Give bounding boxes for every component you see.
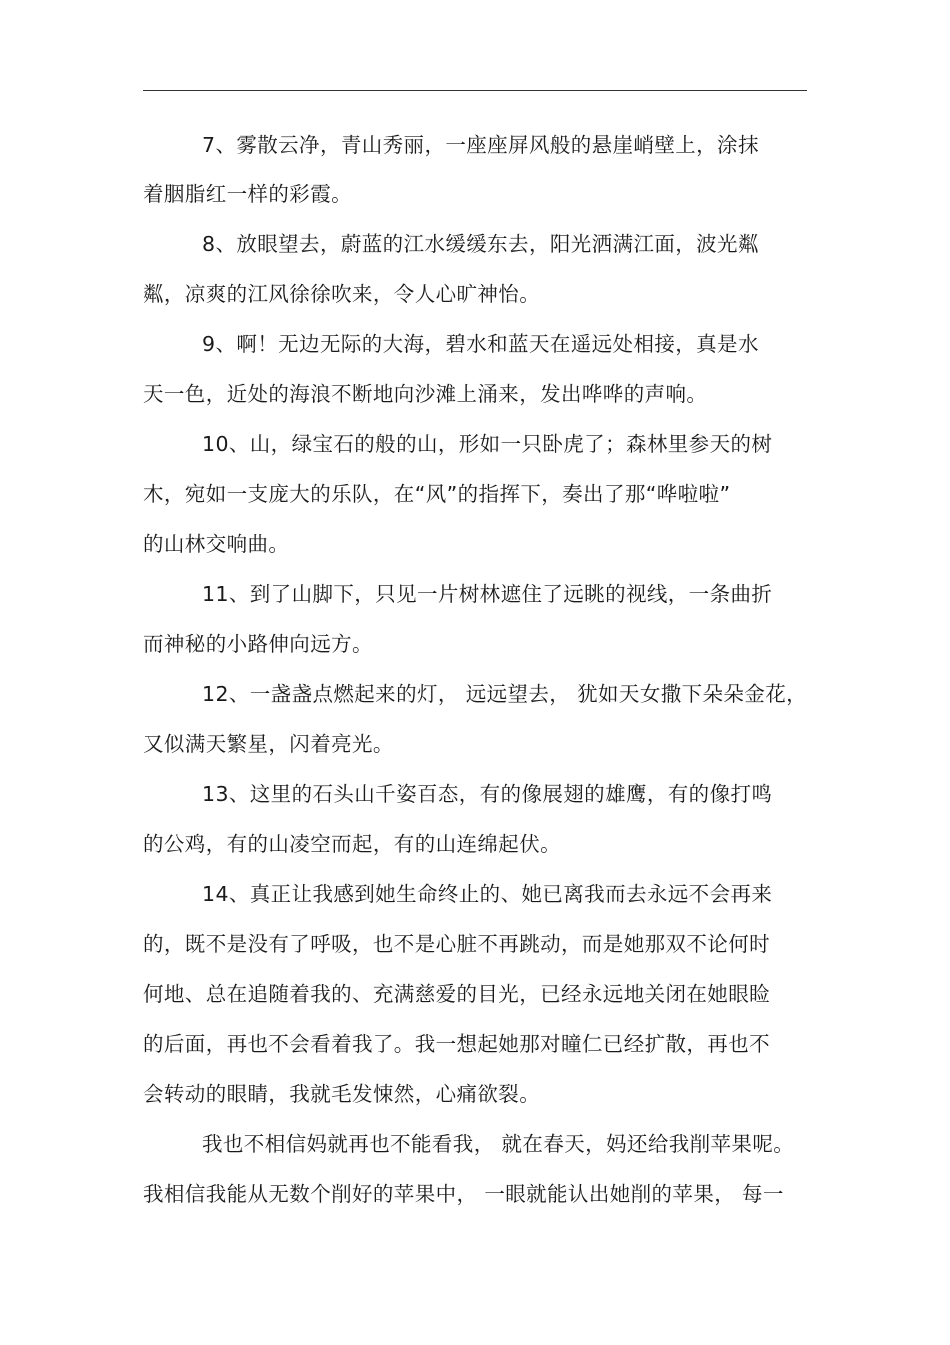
paragraph-14-line-5: 会转动的眼睛，我就毛发悚然，心痛欲裂。 xyxy=(143,1082,541,1106)
paragraph-15-line-2: 我相信我能从无数个削好的苹果中， 一眼就能认出她削的苹果， 每一 xyxy=(143,1182,784,1206)
paragraph-14-line-2: 的，既不是没有了呼吸，也不是心脏不再跳动，而是她那双不论何时 xyxy=(143,932,770,956)
paragraph-10-line-2: 木，宛如一支庞大的乐队，在“风”的指挥下，奏出了那“哗啦啦” xyxy=(143,482,731,506)
paragraph-14-line-4: 的后面，再也不会看着我了。我一想起她那对瞳仁已经扩散，再也不 xyxy=(143,1032,770,1056)
paragraph-15-line-1: 我也不相信妈就再也不能看我， 就在春天，妈还给我削苹果呢。 xyxy=(202,1132,795,1156)
paragraph-12-line-2: 又似满天繁星，闪着亮光。 xyxy=(143,732,394,756)
paragraph-13-line-1: 13、这里的石头山千姿百态，有的像展翅的雄鹰，有的像打鸣 xyxy=(202,782,773,806)
paragraph-8-line-2: 粼，凉爽的江风徐徐吹来，令人心旷神怡。 xyxy=(143,282,541,306)
paragraph-12-line-1: 12、一盏盏点燃起来的灯， 远远望去， 犹如天女撒下朵朵金花， xyxy=(202,682,808,706)
paragraph-7-line-1: 7、雾散云净，青山秀丽，一座座屏风般的悬崖峭壁上，涂抹 xyxy=(202,133,759,157)
paragraph-10-line-1: 10、山，绿宝石的般的山，形如一只卧虎了；森林里参天的树 xyxy=(202,432,773,456)
paragraph-13-line-2: 的公鸡，有的山凌空而起，有的山连绵起伏。 xyxy=(143,832,561,856)
header-rule xyxy=(143,90,807,91)
paragraph-9-line-1: 9、啊！无边无际的大海，碧水和蓝天在遥远处相接，真是水 xyxy=(202,332,759,356)
paragraph-14-line-1: 14、真正让我感到她生命终止的、她已离我而去永远不会再来 xyxy=(202,882,773,906)
paragraph-9-line-2: 天一色，近处的海浪不断地向沙滩上涌来，发出哗哗的声响。 xyxy=(143,382,708,406)
paragraph-11-line-2: 而神秘的小路伸向远方。 xyxy=(143,632,373,656)
paragraph-14-line-3: 何地、总在追随着我的、充满慈爱的目光，已经永远地关闭在她眼睑 xyxy=(143,982,770,1006)
paragraph-7-line-2: 着胭脂红一样的彩霞。 xyxy=(143,182,352,206)
paragraph-10-line-3: 的山林交响曲。 xyxy=(143,532,290,556)
paragraph-8-line-1: 8、放眼望去，蔚蓝的江水缓缓东去，阳光洒满江面，波光粼 xyxy=(202,232,759,256)
paragraph-11-line-1: 11、到了山脚下，只见一片树林遮住了远眺的视线，一条曲折 xyxy=(202,582,773,606)
